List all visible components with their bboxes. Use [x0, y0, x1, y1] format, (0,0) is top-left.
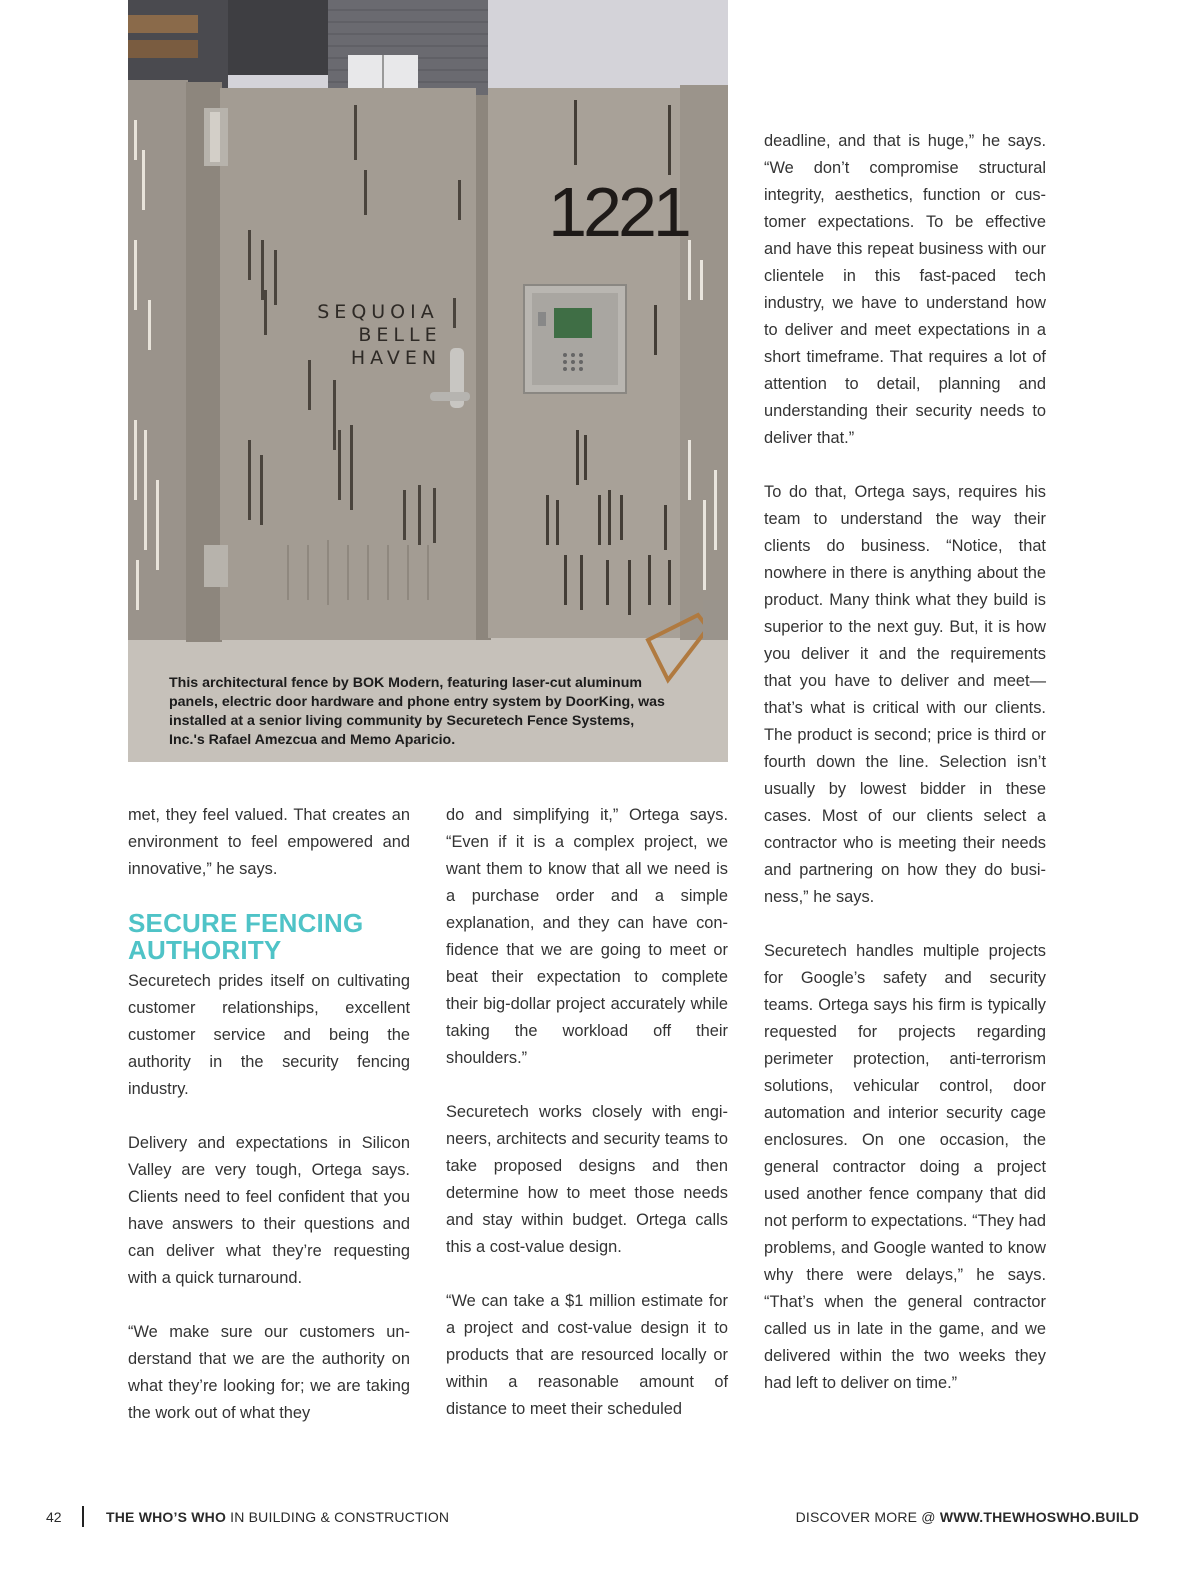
address-number: 1221 [548, 173, 688, 251]
publication-title-bold: THE WHO’S WHO [106, 1509, 227, 1525]
discover-more [796, 1509, 1139, 1525]
sign-line-2: BELLE [358, 324, 442, 346]
col2-paragraph-2: Securetech works closely with engineers, architects and security teams to take proposed designs and then determine how to meet those needs and stay within budget. Ortega calls this a cost-value design. [446, 1103, 728, 1256]
page-footer [0, 1506, 1200, 1528]
col1-paragraph-4: “We make sure our customers understand that we are the authority on what they’re looking for; we are taking the work out of what they [128, 1323, 410, 1422]
col2-paragraph-3: “We can take a $1 million estimate for a project and cost-value design it to products that are resourced locally or within a reasonable amount of distance to meet their scheduled [446, 1292, 728, 1418]
col1-paragraph-1: met, they feel valued. That creates an environment to feel empowered and innovative,” he says. [128, 806, 410, 878]
col3-paragraph-1: deadline, and that is huge,” he says. “We don’t compromise structural integrity, aesthetics, function or customer expectations. To be effective and have this repeat business with our clientele in this fast-paced tech industry, we have to understand how to deliver and meet expectations in a short timeframe. That requires a lot of attention to detail, planning and understanding their security needs to deliver that.” [764, 132, 1046, 447]
footer-divider [82, 1506, 84, 1527]
publication-title [106, 1509, 449, 1525]
column-3 [764, 128, 1046, 1397]
column-2 [446, 802, 728, 1423]
sign-line-1: SEQUOIA [317, 301, 439, 323]
website-link[interactable]: WWW.THEWHOSWHO.BUILD [939, 1509, 1139, 1525]
sign-line-3: HAVEN [350, 347, 442, 369]
fence-photo [128, 0, 728, 762]
col3-paragraph-2: To do that, Ortega says, requires his team to understand the way their clients do business. “Notice, that nowhere in there is anything about the product. Many think what they build is superior to the next guy. But, it is how you deliver it and the requirements that you have to deliver and meet—that’s what is critical with our clients. The product is second; price is third or fourth down the line. Selection isn’t usually by lowest bidder in these cases. Most of our clients select a contractor who is meeting their needs and partnering on how they do business,” he says. [764, 483, 1046, 906]
photo-caption: This architectural fence by BOK Modern, featuring laser-cut aluminum panels, electric door hardware and phone entry system by DoorKing, was installed at a senior living community by Securetech Fence Systems, Inc.'s Rafael Amezcua and Memo Aparicio. [169, 675, 665, 748]
fence-illustration [128, 0, 728, 762]
col1-paragraph-3: Delivery and expectations in Silicon Valley are very tough, Ortega says. Clients need to feel confident that you have answers to their questions and can deliver what they’re requesting with a quick turnaround. [128, 1134, 410, 1287]
col2-paragraph-1: do and simplifying it,” Ortega says. “Even if it is a complex project, we want them to know that all we need is a purchase order and a simple explanation, and they can have confidence that we are going to meet or beat their expectation to complete their big-dollar project accurately while taking the workload off their shoulders.” [446, 806, 728, 1067]
page-number: 42 [46, 1509, 62, 1525]
discover-prefix: DISCOVER MORE @ [795, 1509, 940, 1525]
column-1 [128, 802, 410, 1427]
publication-title-rest: IN BUILDING & CONSTRUCTION [226, 1509, 450, 1525]
col3-paragraph-3: Securetech handles multiple projects for Google’s safety and security teams. Ortega says his firm is typically requested for projects regarding perimeter protection, anti-terrorism solutions, vehicular control, door automation and interior security cage enclosures. On one occasion, the general contractor doing a project used another fence company that did not perform to expectations. “They had problems, and Google wanted to know why there were delays,” he says. “That’s when the general contractor called us in late in the game, and we delivered within the two weeks they had left to deliver on time.” [764, 942, 1046, 1392]
section-heading: SECURE FENCING AUTHORITY [128, 908, 364, 965]
col1-paragraph-2: Securetech prides itself on cultivating customer relationships, excellent customer service and being the authority in the security fencing industry. [128, 972, 410, 1098]
